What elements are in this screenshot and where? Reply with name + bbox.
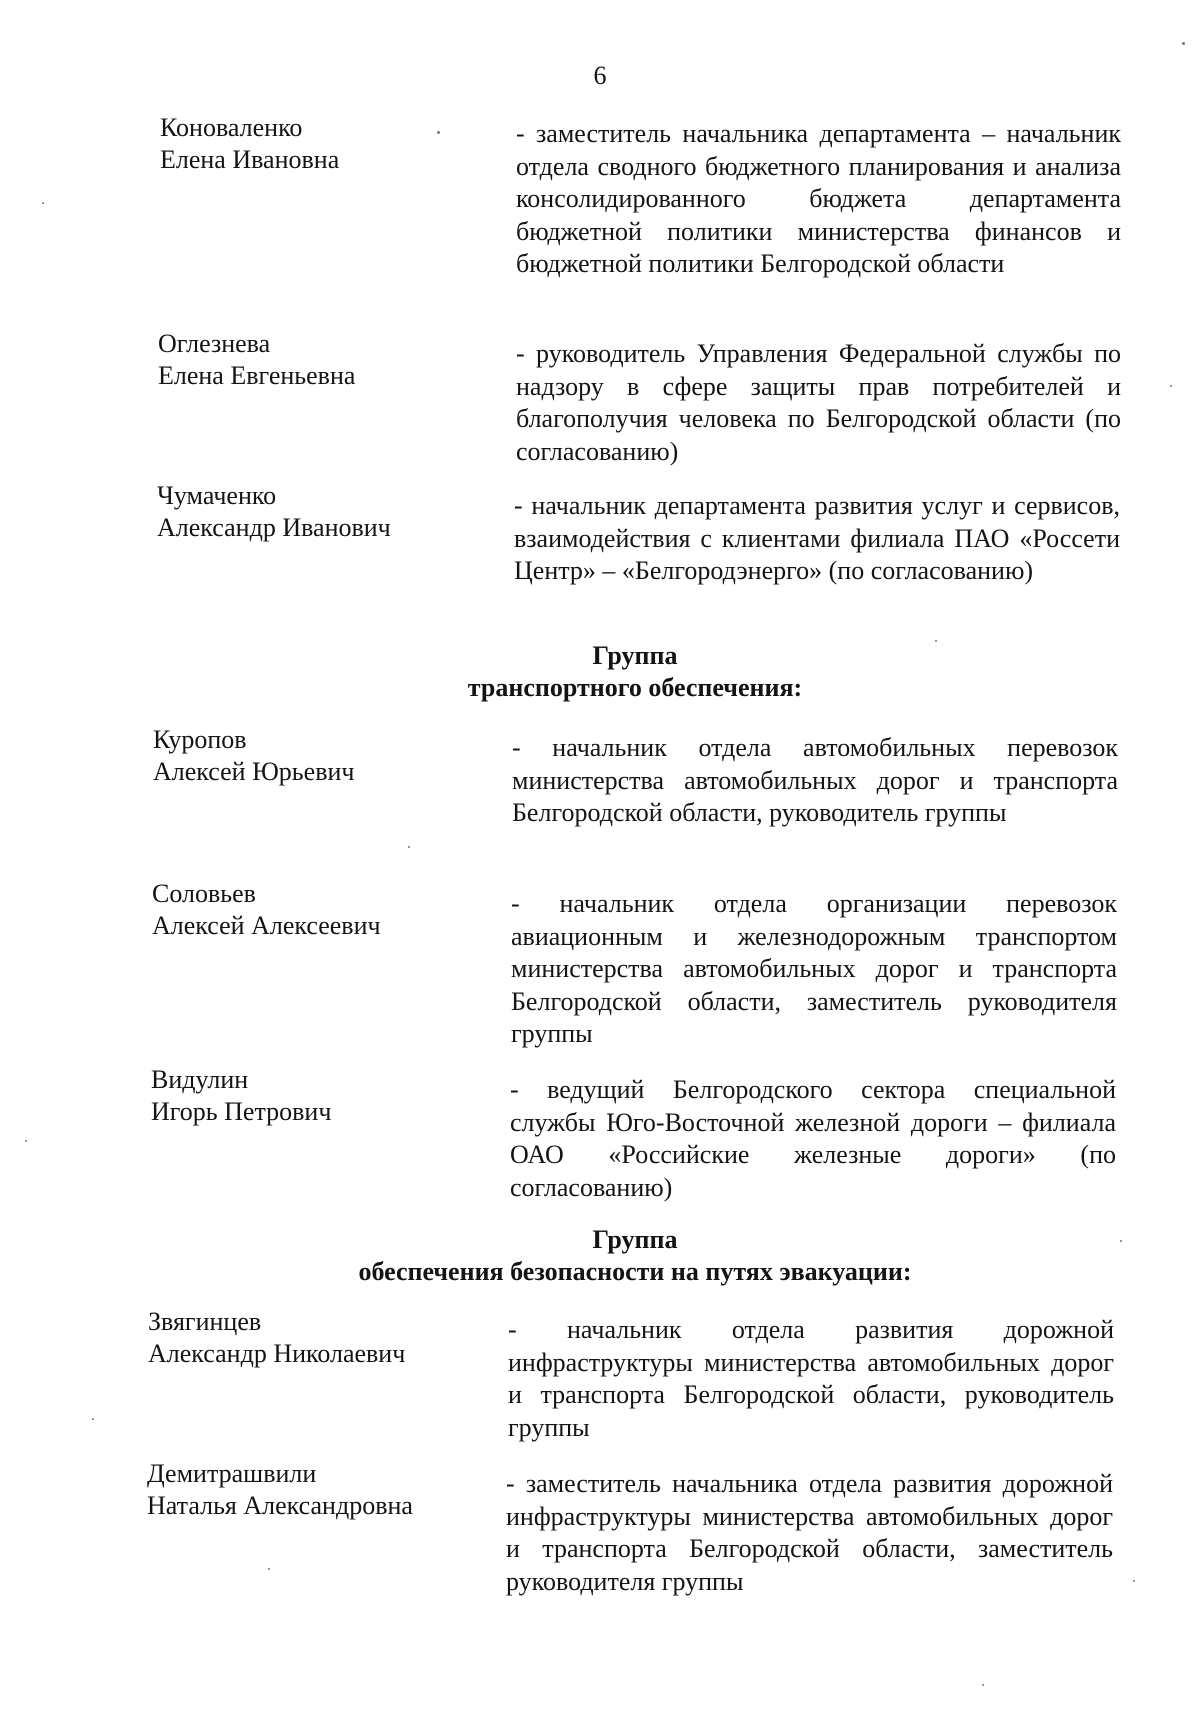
- scan-speck: [25, 1140, 27, 1142]
- member-role: - заместитель начальника департамента – начальник отдела сводного бюджетного планирования и анализа консолидированного бюджета департамента бюджетной политики министерства финансов и бюджетной политики Белгородской области: [516, 119, 1121, 278]
- member-role: - начальник департамента развития услуг и сервисов, взаимодействия с клиентами филиала ПАО «Россети Центр» – «Белгородэнерго» (по согласованию): [514, 491, 1120, 585]
- member-role: - начальник отдела организации перевозок авиационным и железнодорожным транспортом министерства автомобильных дорог и транспорта Белгородской области, заместитель руководителя группы: [511, 889, 1117, 1048]
- scan-speck: [935, 640, 937, 642]
- scan-speck: [268, 1568, 270, 1570]
- member-name: [147, 1458, 477, 1522]
- member-name: [158, 328, 488, 392]
- member-surname: Соловьев: [152, 879, 256, 908]
- member-given-names: Александр Иванович: [157, 513, 391, 542]
- member-given-names: Александр Николаевич: [148, 1339, 406, 1368]
- member-role: - начальник отдела развития дорожной инфраструктуры министерства автомобильных дорог и транспорта Белгородской области, руководитель группы: [508, 1315, 1114, 1442]
- member-surname: Чумаченко: [157, 481, 277, 510]
- member-name: [153, 724, 483, 788]
- scan-speck: [1120, 1240, 1122, 1242]
- member-name: [157, 480, 487, 544]
- member-name: [152, 878, 482, 942]
- member-given-names: Алексей Алексеевич: [152, 911, 381, 940]
- scan-speck: [437, 131, 440, 134]
- group-heading-transport: [0, 640, 1200, 704]
- member-surname: Коноваленко: [160, 113, 303, 142]
- group-heading-line2: транспортного обеспечения:: [467, 673, 803, 702]
- member-role: - начальник отдела автомобильных перевозок министерства автомобильных дорог и транспорта Белгородской области, руководитель группы: [512, 733, 1118, 827]
- group-heading-evacuation: [0, 1224, 1200, 1288]
- member-surname: Оглезнева: [158, 329, 271, 358]
- member-given-names: Игорь Петрович: [151, 1097, 332, 1126]
- member-name: [160, 112, 490, 176]
- scan-speck: [42, 202, 44, 204]
- member-role: - заместитель начальника отдела развития дорожной инфраструктуры министерства автомобильных дорог и транспорта Белгородской области, заместитель руководителя группы: [506, 1469, 1113, 1596]
- scan-speck: [1182, 42, 1185, 45]
- member-surname: Демитрашвили: [147, 1459, 317, 1488]
- scan-speck: [1133, 1580, 1135, 1582]
- scan-speck: [92, 1418, 94, 1420]
- member-given-names: Елена Евгеньевна: [158, 361, 356, 390]
- scan-speck: [982, 1684, 984, 1686]
- member-name: [151, 1064, 481, 1128]
- member-surname: Видулин: [151, 1065, 249, 1094]
- member-given-names: Елена Ивановна: [160, 145, 340, 174]
- page-number: 6: [593, 61, 607, 90]
- group-heading-line2: обеспечения безопасности на путях эвакуации:: [358, 1257, 912, 1286]
- member-name: [148, 1306, 478, 1370]
- scan-speck: [408, 846, 410, 848]
- member-role: - руководитель Управления Федеральной службы по надзору в сфере защиты прав потребителей и благополучия человека по Белгородской области (по согласованию): [516, 339, 1121, 466]
- scan-speck: [1170, 385, 1172, 387]
- member-given-names: Алексей Юрьевич: [153, 757, 355, 786]
- member-role: - ведущий Белгородского сектора специальной службы Юго-Восточной железной дороги – филиала ОАО «Российские железные дороги» (по согласованию): [510, 1075, 1116, 1202]
- group-heading-line1: Группа: [592, 641, 678, 670]
- member-given-names: Наталья Александровна: [147, 1491, 413, 1520]
- member-surname: Куропов: [153, 725, 247, 754]
- group-heading-line1: Группа: [592, 1225, 678, 1254]
- member-surname: Звягинцев: [148, 1307, 262, 1336]
